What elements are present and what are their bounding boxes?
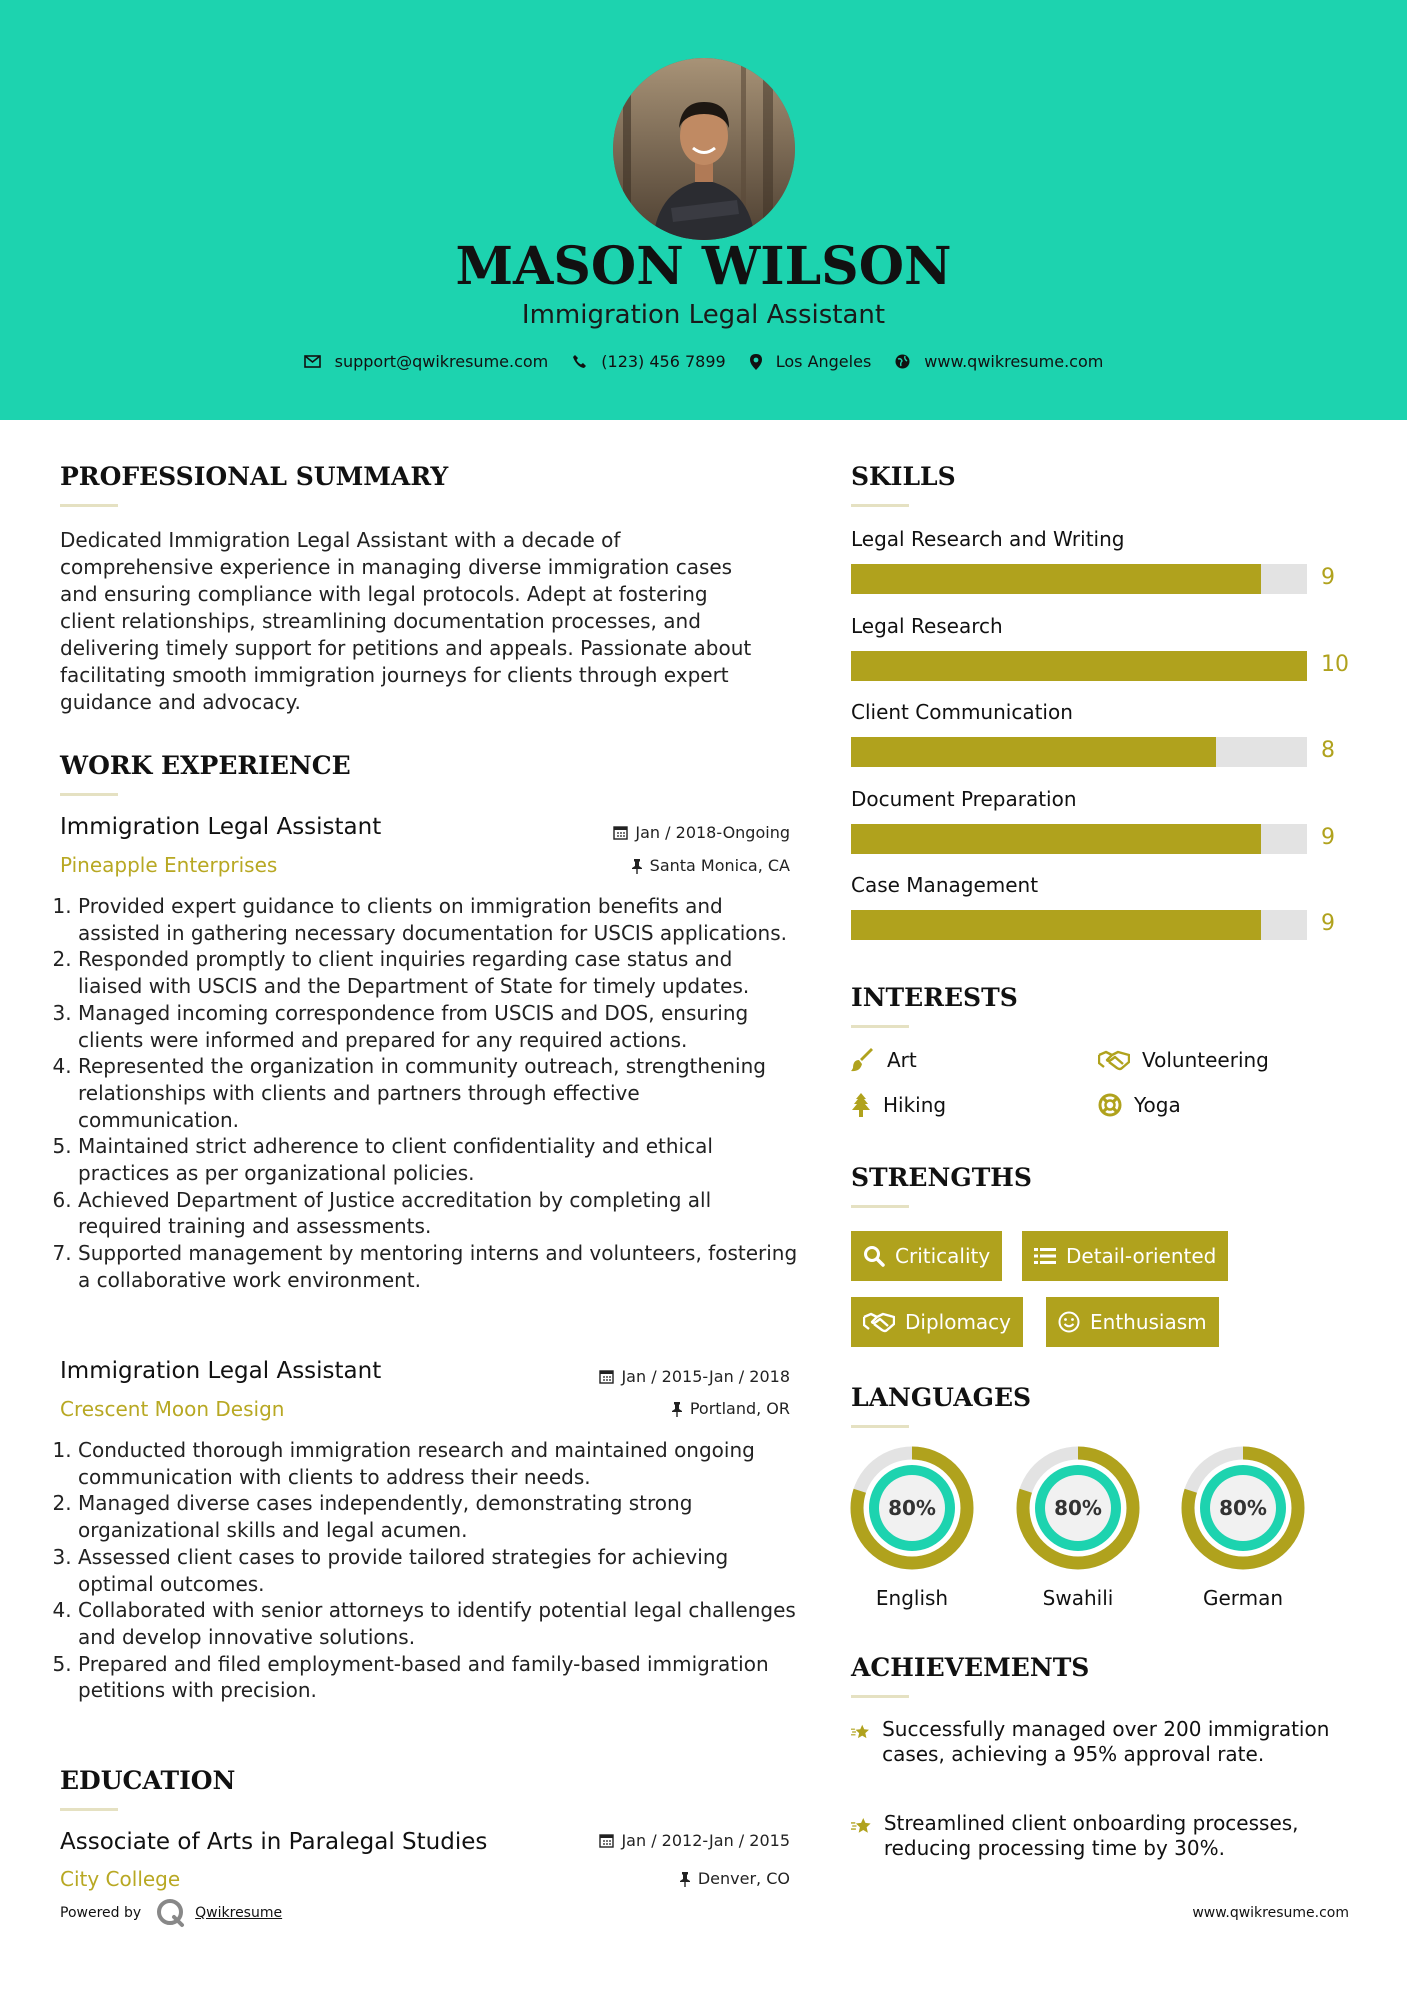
language-percent: 80% (1219, 1496, 1267, 1520)
language-ring (1181, 1446, 1305, 1570)
job-dates (599, 1367, 790, 1386)
skill-bar-fill (851, 737, 1216, 767)
qwikresume-logo-icon (155, 1898, 187, 1928)
education-underline (60, 1808, 118, 1811)
education-degree: Associate of Arts in Paralegal Studies (60, 1829, 488, 1855)
skill-value: 9 (1321, 824, 1335, 850)
strength-badge-criticality (851, 1231, 1002, 1281)
envelope-icon (304, 355, 321, 368)
pin-icon (671, 1401, 683, 1417)
job-bullets (60, 1437, 800, 1704)
language-label: Swahili (1042, 1586, 1114, 1610)
strength-label: Criticality (895, 1244, 991, 1268)
job-dates-text: Jan / 2018-Ongoing (635, 823, 790, 842)
skill-bar-fill (851, 824, 1261, 854)
strength-badge-enthusiasm (1046, 1297, 1219, 1347)
candidate-title: Immigration Legal Assistant (521, 300, 886, 330)
summary-line: comprehensive experience in managing diverse immigration cases (60, 555, 733, 579)
summary-line: guidance and advocacy. (60, 690, 301, 714)
language-percent: 80% (1054, 1496, 1102, 1520)
list-item: 5. Maintained strict adherence to client confidentiality and ethical practices as per organizational policies. (78, 1133, 800, 1186)
summary-line: Dedicated Immigration Legal Assistant with a decade of (60, 528, 621, 552)
pin-icon (679, 1871, 691, 1887)
list-item: 2. Managed diverse cases independently, demonstrating strong organizational skills and legal acumen. (78, 1490, 800, 1543)
achievements-heading: ACHIEVEMENTS (851, 1653, 1090, 1682)
experience-heading: WORK EXPERIENCE (60, 751, 351, 780)
interest-label: Yoga (1134, 1093, 1181, 1117)
footer-powered-by (60, 1898, 282, 1928)
skill-bar-track (851, 910, 1307, 940)
list-item: 1. Conducted thorough immigration research and maintained ongoing communication with clients to address their needs. (78, 1437, 800, 1490)
header-banner (0, 0, 1407, 420)
skill-label: Document Preparation (851, 786, 1077, 811)
job-role: Immigration Legal Assistant (60, 814, 382, 840)
profile-photo (613, 58, 795, 240)
education-location (679, 1869, 790, 1888)
skill-bar-fill (851, 651, 1307, 681)
language-ring (1016, 1446, 1140, 1570)
tree-icon (851, 1093, 871, 1117)
strengths-heading: STRENGTHS (851, 1163, 1032, 1192)
interest-art (851, 1048, 917, 1072)
pin-icon (631, 858, 643, 874)
interests-heading: INTERESTS (851, 983, 1018, 1012)
calendar-icon (599, 1833, 614, 1848)
interest-yoga (1098, 1093, 1181, 1117)
summary-line: facilitating smooth immigration journeys for clients through expert (60, 663, 729, 687)
lifering-icon (1098, 1093, 1122, 1117)
list-item: 4. Represented the organization in community outreach, strengthening relationships with clients and partners through effective communication. (78, 1053, 800, 1133)
globe-icon (895, 354, 910, 369)
list-item: 2. Responded promptly to client inquiries regarding case status and liaised with USCIS and the Department of State for timely updates. (78, 946, 800, 999)
contact-website-text: www.qwikresume.com (924, 352, 1104, 371)
summary-text (60, 527, 800, 716)
job-company: Crescent Moon Design (60, 1397, 285, 1421)
job-dates-text: Jan / 2015-Jan / 2018 (621, 1367, 790, 1386)
language-label: English (875, 1586, 949, 1610)
skills-heading: SKILLS (851, 462, 956, 491)
contact-phone[interactable] (572, 352, 725, 371)
language-label: German (1202, 1586, 1284, 1610)
skill-value: 9 (1321, 911, 1335, 936)
calendar-icon (599, 1369, 614, 1384)
strength-badge-diplomacy (851, 1297, 1023, 1347)
job-role: Immigration Legal Assistant (60, 1358, 382, 1384)
list-icon (1034, 1247, 1056, 1265)
achievement-text: Successfully managed over 200 immigration cases, achieving a 95% approval rate. (882, 1717, 1330, 1766)
skill-label: Client Communication (851, 700, 1073, 724)
experience-underline (60, 793, 118, 796)
language-item (1181, 1446, 1305, 1621)
summary-line: client relationships, streamlining documentation processes, and (60, 609, 701, 633)
job-location-text: Portland, OR (689, 1399, 790, 1418)
strength-label: Detail-oriented (1066, 1244, 1217, 1268)
strengths-underline (851, 1205, 909, 1208)
education-location-text: Denver, CO (697, 1869, 790, 1888)
list-item: 6. Achieved Department of Justice accreditation by completing all required training and assessments. (78, 1187, 800, 1240)
strength-badge-detail-oriented (1022, 1231, 1228, 1281)
star-icon (851, 1811, 872, 1841)
languages-underline (851, 1425, 909, 1428)
list-item: 3. Assessed client cases to provide tailored strategies for achieving optimal outcomes. (78, 1544, 800, 1597)
summary-underline (60, 504, 118, 507)
interest-label: Hiking (883, 1093, 947, 1117)
strength-label: Diplomacy (905, 1310, 1012, 1334)
handshake-icon (863, 1311, 895, 1333)
education-heading: EDUCATION (60, 1766, 236, 1795)
contact-email-text: support@qwikresume.com (334, 352, 549, 371)
footer-website[interactable]: www.qwikresume.com (1192, 1905, 1349, 1921)
interests-underline (851, 1025, 909, 1028)
strength-label: Enthusiasm (1090, 1310, 1207, 1334)
language-item (850, 1446, 974, 1621)
interest-hiking (851, 1093, 946, 1117)
list-item: 7. Supported management by mentoring interns and volunteers, fostering a collaborative work environment. (78, 1240, 800, 1293)
skill-label: Case Management (851, 873, 1039, 897)
summary-line: delivering timely support for petitions and appeals. Passionate about (60, 636, 752, 660)
contact-bar (0, 352, 1407, 371)
skill-value: 9 (1321, 565, 1335, 590)
skill-label: Legal Research (851, 613, 1003, 638)
achievement-text: Streamlined client onboarding processes, reducing processing time by 30%. (883, 1811, 1299, 1860)
map-marker-icon (750, 354, 762, 370)
smile-icon (1058, 1311, 1080, 1333)
handshake-icon (1098, 1049, 1130, 1071)
job-bullets (60, 893, 800, 1294)
education-dates (599, 1831, 790, 1850)
skill-bar-fill (851, 910, 1261, 940)
paintbrush-icon (851, 1048, 875, 1072)
job-location (671, 1399, 790, 1418)
contact-location-text: Los Angeles (775, 352, 872, 371)
language-item (1016, 1446, 1140, 1621)
achievements-underline (851, 1695, 909, 1698)
list-item: 1. Provided expert guidance to clients on immigration benefits and assisted in gathering necessary documentation for USCIS applications. (78, 893, 800, 946)
phone-icon (572, 354, 587, 369)
education-school: City College (60, 1867, 181, 1891)
skill-bar-track (851, 651, 1307, 681)
job-dates (613, 823, 790, 842)
interest-label: Volunteering (1142, 1048, 1269, 1072)
contact-website[interactable] (895, 352, 1103, 371)
job-location (631, 856, 790, 875)
achievement-item (851, 1811, 1351, 1861)
skill-label: Legal Research and Writing (851, 527, 1125, 551)
skill-bar-track (851, 564, 1307, 594)
contact-phone-text: (123) 456 7899 (601, 352, 726, 371)
skill-value: 8 (1321, 738, 1335, 763)
skill-bar-track (851, 824, 1307, 854)
summary-heading: PROFESSIONAL SUMMARY (60, 462, 449, 491)
skill-bar-fill (851, 564, 1261, 594)
candidate-name: MASON WILSON (455, 236, 952, 297)
language-ring (850, 1446, 974, 1570)
calendar-icon (613, 825, 628, 840)
interest-volunteering (1098, 1048, 1269, 1072)
job-company: Pineapple Enterprises (60, 853, 278, 877)
list-item: 3. Managed incoming correspondence from USCIS and DOS, ensuring clients were informed and prepared for any required actions. (78, 1000, 800, 1053)
education-dates-text: Jan / 2012-Jan / 2015 (621, 1831, 790, 1850)
languages-heading: LANGUAGES (851, 1383, 1032, 1412)
list-item: 4. Collaborated with senior attorneys to identify potential legal challenges and develop innovative solutions. (78, 1597, 800, 1650)
powered-by-text: Powered by (60, 1905, 142, 1921)
language-percent: 80% (888, 1496, 936, 1520)
skills-underline (851, 504, 909, 507)
interest-label: Art (887, 1048, 917, 1072)
job-location-text: Santa Monica, CA (649, 856, 790, 875)
list-item: 5. Prepared and filed employment-based and family-based immigration petitions with precision. (78, 1651, 800, 1704)
contact-email[interactable] (304, 352, 549, 371)
skill-bar-track (851, 737, 1307, 767)
contact-location (750, 352, 872, 371)
skill-value: 10 (1321, 651, 1349, 677)
search-icon (863, 1245, 885, 1267)
star-icon (851, 1717, 870, 1747)
achievement-item (851, 1717, 1351, 1767)
footer-brand-link[interactable]: Qwikresume (195, 1905, 283, 1921)
summary-line: and ensuring compliance with legal protocols. Adept at fostering (60, 582, 708, 606)
